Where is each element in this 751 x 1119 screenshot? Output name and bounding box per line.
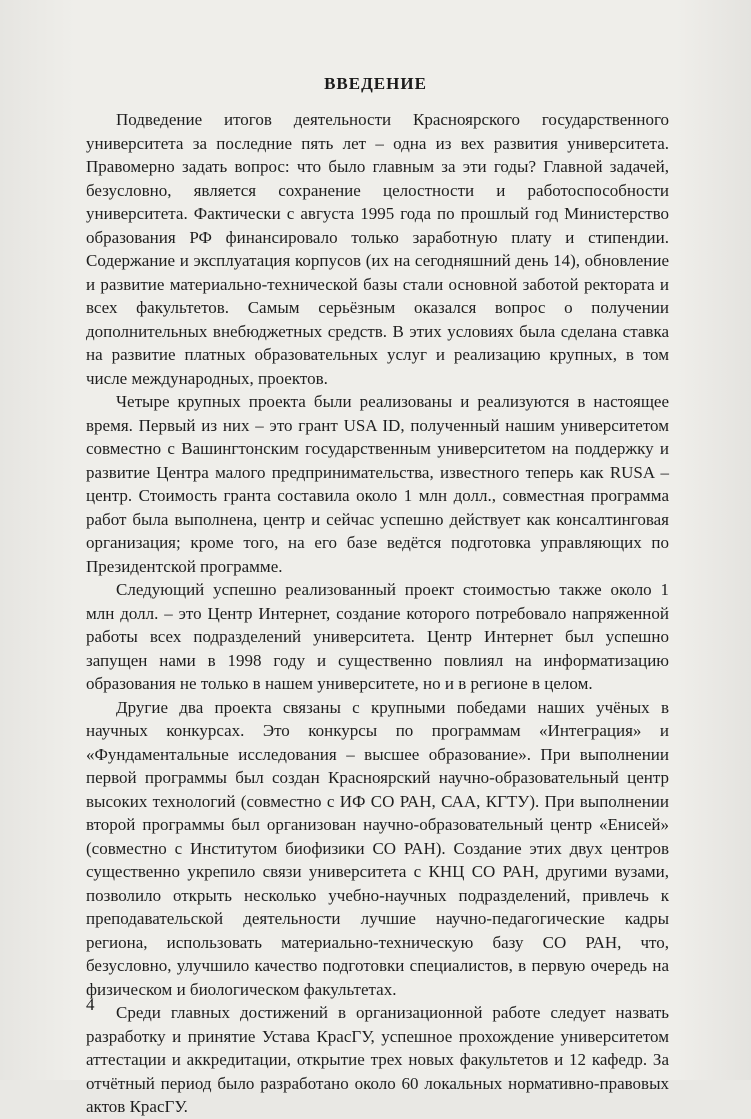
- page-title: ВВЕДЕНИЕ: [324, 74, 427, 93]
- paragraph-organizational: Среди главных достижений в организационной работе следует назвать разработку и принятие Устава КрасГУ, успешное прохождение университетом аттестации и аккредитации, открытие трех новых факультетов и 12 кафедр. За отчётный период было разработано около 60 локальных нормативно-правовых актов КрасГУ.: [86, 1003, 669, 1116]
- paragraph-research-centers: Другие два проекта связаны с крупными победами наших учёных в научных конкурсах. Это конкурсы по программам «Интеграция» и «Фундаментальные исследования – высшее образование». При выполнении первой программы был создан Красноярский научно-образовательный центр высоких технологий (совместно с ИФ СО РАН, САА, КГТУ). При выполнении второй программы был организован научно-образовательный центр «Енисей» (совместно с Институтом биофизики СО РАН). Создание этих двух центров существенно укрепило связи университета с КНЦ СО РАН, другими вузами, позволило открыть несколько учебно-научных подразделений, привлечь к преподавательской деятельности лучшие научно-педагогические кадры региона, использовать материально-техническую базу СО РАН, что, безусловно, улучшило качество подготовки специалистов, в первую очередь на физическом и биологическом факультетах.: [86, 697, 669, 999]
- paragraph-summary: Подведение итогов деятельности Красноярского государственного университета за последние пять лет – одна из вех развития университета. Правомерно задать вопрос: что было главным за эти годы? Главной задачей, безусловно, является сохранение целостности и работоспособности университета. Фактически с августа 1995 года по прошлый год Министерство образования РФ финансировало только заработную плату и стипендии. Содержание и эксплуатация корпусов (их на сегодняшний день 14), обновление и развитие материально-технической базы стали основной заботой ректората и всех факультетов. Самым серьёзным оказался вопрос о получении дополнительных внебюджетных средств. В этих условиях была сделана ставка на развитие платных образовательных услуг и реализацию крупных, в том числе международных, проектов.: [86, 110, 669, 388]
- body-text: [86, 108, 669, 1119]
- page-number: 4: [86, 995, 95, 1014]
- paragraph-internet-center: Следующий успешно реализованный проект стоимостью также около 1 млн долл. – это Центр Интернет, создание которого потребовало напряженной работы всех подразделений университета. Центр Интернет был успешно запущен нами в 1998 году и существенно повлиял на информатизацию образования не только в нашем университете, но и в регионе в целом.: [86, 580, 669, 693]
- paragraph-usaid-grant: Четыре крупных проекта были реализованы и реализуются в настоящее время. Первый из них – это грант USA ID, полученный нашим университетом совместно с Вашингтонским государственным университетом на поддержку и развитие Центра малого предпринимательства, известного теперь как RUSA – центр. Стоимость гранта составила около 1 млн долл., совместная программа работ была выполнена, центр и сейчас успешно действует как консалтинговая организация; кроме того, на его базе ведётся подготовка управляющих по Президентской программе.: [86, 392, 669, 576]
